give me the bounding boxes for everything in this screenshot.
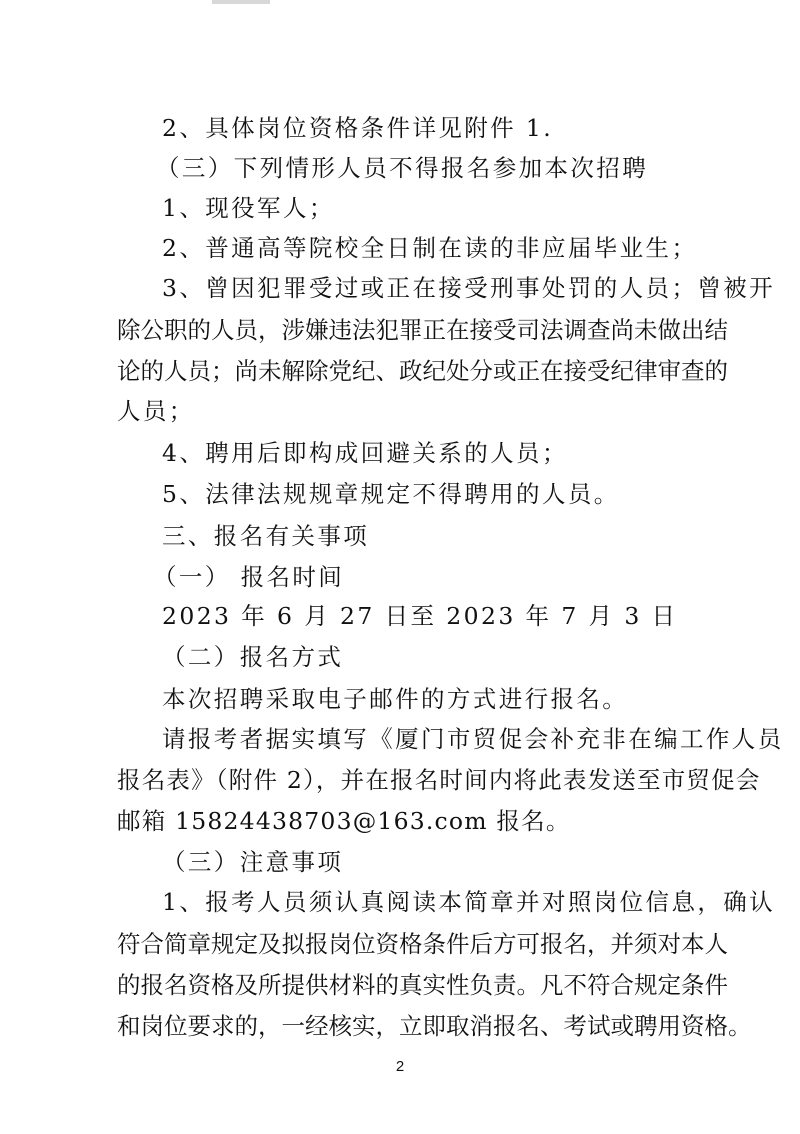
text-line: 3、曾因犯罪受过或正在接受刑事处罚的人员；曾被开 xyxy=(162,274,776,302)
section-heading: （三）下列情形人员不得报名参加本次招聘 xyxy=(156,154,649,182)
text-line: 1、现役军人； xyxy=(162,194,335,222)
subsection-heading: （三）注意事项 xyxy=(162,848,344,876)
text-line: 请报考者据实填写《厦门市贸促会补充非在编工作人员 xyxy=(162,725,784,753)
subsection-heading: （二）报名方式 xyxy=(162,643,344,671)
text-line: 除公职的人员，涉嫌违法犯罪正在接受司法调查尚未做出结 xyxy=(117,316,728,344)
text-line: 符合简章规定及拟报岗位资格条件后方可报名，并须对本人 xyxy=(117,930,728,958)
scan-artifact xyxy=(212,0,270,4)
text-line: 2023 年 6 月 27 日至 2023 年 7 月 3 日 xyxy=(162,602,678,630)
text-line: 邮箱 15824438703@163.com 报名。 xyxy=(117,807,571,835)
text-line: 论的人员；尚未解除党纪、政纪处分或正在接受纪律审查的 xyxy=(117,357,728,385)
text-line: 2、具体岗位资格条件详见附件 1. xyxy=(162,114,554,142)
text-line: 的报名资格及所提供材料的真实性负责。凡不符合规定条件 xyxy=(117,971,728,999)
text-line: 报名表》（附件 2），并在报名时间内将此表发送至市贸促会 xyxy=(117,766,761,794)
text-line: 1、报考人员须认真阅读本简章并对照岗位信息，确认 xyxy=(162,888,776,916)
subsection-heading: （一） 报名时间 xyxy=(153,563,345,591)
text-line: 本次招聘采取电子邮件的方式进行报名。 xyxy=(162,685,629,713)
text-line: 人员； xyxy=(117,397,195,425)
page-number: 2 xyxy=(395,1058,405,1075)
text-line: 2、普通高等院校全日制在读的非应届毕业生； xyxy=(162,234,698,262)
text-line: 和岗位要求的，一经核实，立即取消报名、考试或聘用资格。 xyxy=(117,1012,752,1040)
section-heading: 三、报名有关事项 xyxy=(162,522,370,550)
text-line: 5、法律法规规章规定不得聘用的人员。 xyxy=(162,480,620,508)
text-line: 4、聘用后即构成回避关系的人员； xyxy=(162,439,568,467)
